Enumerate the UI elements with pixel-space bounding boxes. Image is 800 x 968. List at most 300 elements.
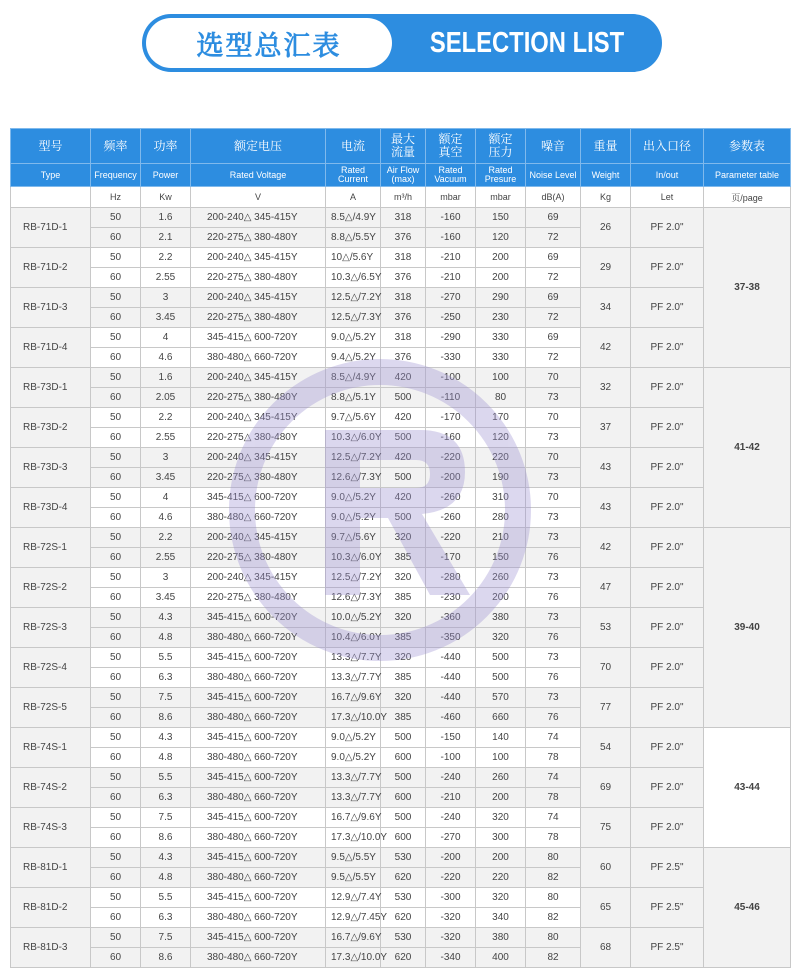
table-row — [11, 448, 791, 468]
current-cell: 9.0△/5.2Y — [326, 508, 381, 528]
header-noise-row2: Noise Level — [526, 164, 581, 187]
vacuum-cell: -270 — [426, 828, 476, 848]
title-banner — [142, 14, 662, 72]
inout-cell: PF 2.0" — [631, 368, 704, 408]
parameter-page-cell: 41-42 — [704, 368, 791, 528]
noise-cell: 76 — [526, 668, 581, 688]
table-row — [11, 248, 791, 268]
table-row — [11, 688, 791, 708]
header-type-row1: 型号 — [11, 129, 91, 164]
noise-cell: 80 — [526, 928, 581, 948]
table-row — [11, 488, 791, 508]
pressure-cell: 500 — [476, 668, 526, 688]
rated-voltage-cell: 220-275△ 380-480Y — [191, 428, 326, 448]
header-power-row1: 功率 — [141, 129, 191, 164]
vacuum-cell: -440 — [426, 648, 476, 668]
frequency-cell: 60 — [91, 668, 141, 688]
power-cell: 3 — [141, 448, 191, 468]
frequency-cell: 50 — [91, 488, 141, 508]
rated-voltage-cell: 380-480△ 660-720Y — [191, 908, 326, 928]
noise-cell: 72 — [526, 228, 581, 248]
rated-voltage-cell: 380-480△ 660-720Y — [191, 828, 326, 848]
pressure-cell: 340 — [476, 908, 526, 928]
current-cell: 9.7△/5.6Y — [326, 408, 381, 428]
current-cell: 8.5△/4.9Y — [326, 208, 381, 228]
air-flow-cell: 500 — [381, 808, 426, 828]
current-cell: 17.3△/10.0Y — [326, 708, 381, 728]
current-cell: 10.3△/6.5Y — [326, 268, 381, 288]
rated-voltage-cell: 220-275△ 380-480Y — [191, 588, 326, 608]
frequency-cell: 60 — [91, 348, 141, 368]
pressure-cell: 320 — [476, 888, 526, 908]
inout-cell: PF 2.0" — [631, 248, 704, 288]
pressure-cell: 220 — [476, 448, 526, 468]
current-cell: 9.4△/5.2Y — [326, 348, 381, 368]
frequency-cell: 60 — [91, 908, 141, 928]
current-cell: 9.0△/5.2Y — [326, 748, 381, 768]
header-pressure-row2: Rated Presure — [476, 164, 526, 187]
model-type-cell: RB-73D-2 — [11, 408, 91, 448]
model-type-cell: RB-71D-4 — [11, 328, 91, 368]
air-flow-cell: 500 — [381, 768, 426, 788]
power-cell: 4.8 — [141, 628, 191, 648]
weight-cell: 32 — [581, 368, 631, 408]
frequency-cell: 60 — [91, 948, 141, 968]
header-frequency-row3: Hz — [91, 187, 141, 208]
table-row — [11, 728, 791, 748]
header-weight-row2: Weight — [581, 164, 631, 187]
weight-cell: 68 — [581, 928, 631, 968]
header-air-flow-row3: m³/h — [381, 187, 426, 208]
current-cell: 10.3△/6.0Y — [326, 548, 381, 568]
inout-cell: PF 2.0" — [631, 288, 704, 328]
air-flow-cell: 318 — [381, 288, 426, 308]
vacuum-cell: -350 — [426, 628, 476, 648]
model-type-cell: RB-72S-4 — [11, 648, 91, 688]
pressure-cell: 280 — [476, 508, 526, 528]
noise-cell: 73 — [526, 568, 581, 588]
frequency-cell: 50 — [91, 408, 141, 428]
vacuum-cell: -250 — [426, 308, 476, 328]
rated-voltage-cell: 345-415△ 600-720Y — [191, 488, 326, 508]
vacuum-cell: -240 — [426, 768, 476, 788]
noise-cell: 78 — [526, 828, 581, 848]
power-cell: 8.6 — [141, 948, 191, 968]
pressure-cell: 100 — [476, 748, 526, 768]
current-cell: 10△/5.6Y — [326, 248, 381, 268]
frequency-cell: 50 — [91, 648, 141, 668]
pressure-cell: 230 — [476, 308, 526, 328]
pressure-cell: 310 — [476, 488, 526, 508]
pressure-cell: 170 — [476, 408, 526, 428]
header-pressure-row1: 额定 压力 — [476, 129, 526, 164]
frequency-cell: 60 — [91, 388, 141, 408]
table-row — [11, 328, 791, 348]
air-flow-cell: 500 — [381, 468, 426, 488]
pressure-cell: 500 — [476, 648, 526, 668]
air-flow-cell: 500 — [381, 728, 426, 748]
weight-cell: 42 — [581, 528, 631, 568]
current-cell: 10.4△/6.0Y — [326, 628, 381, 648]
pressure-cell: 320 — [476, 808, 526, 828]
model-type-cell: RB-81D-3 — [11, 928, 91, 968]
air-flow-cell: 376 — [381, 308, 426, 328]
noise-cell: 70 — [526, 488, 581, 508]
vacuum-cell: -300 — [426, 888, 476, 908]
frequency-cell: 60 — [91, 268, 141, 288]
table-row — [11, 408, 791, 428]
current-cell: 16.7△/9.6Y — [326, 808, 381, 828]
power-cell: 4.6 — [141, 508, 191, 528]
power-cell: 7.5 — [141, 688, 191, 708]
frequency-cell: 60 — [91, 228, 141, 248]
noise-cell: 69 — [526, 288, 581, 308]
title-english: SELECTION LIST — [429, 26, 625, 59]
pressure-cell: 140 — [476, 728, 526, 748]
current-cell: 9.0△/5.2Y — [326, 328, 381, 348]
frequency-cell: 50 — [91, 768, 141, 788]
header-type-row3 — [11, 187, 91, 208]
noise-cell: 70 — [526, 448, 581, 468]
inout-cell: PF 2.0" — [631, 408, 704, 448]
frequency-cell: 60 — [91, 628, 141, 648]
weight-cell: 69 — [581, 768, 631, 808]
air-flow-cell: 320 — [381, 568, 426, 588]
noise-cell: 76 — [526, 588, 581, 608]
frequency-cell: 50 — [91, 528, 141, 548]
header-vacuum-row2: Rated Vacuum — [426, 164, 476, 187]
vacuum-cell: -440 — [426, 688, 476, 708]
header-frequency-row2: Frequency — [91, 164, 141, 187]
air-flow-cell: 500 — [381, 428, 426, 448]
vacuum-cell: -460 — [426, 708, 476, 728]
rated-voltage-cell: 200-240△ 345-415Y — [191, 208, 326, 228]
frequency-cell: 50 — [91, 448, 141, 468]
air-flow-cell: 420 — [381, 408, 426, 428]
current-cell: 13.3△/7.7Y — [326, 768, 381, 788]
weight-cell: 43 — [581, 488, 631, 528]
power-cell: 6.3 — [141, 668, 191, 688]
air-flow-cell: 620 — [381, 948, 426, 968]
table-row — [11, 888, 791, 908]
current-cell: 8.5△/4.9Y — [326, 368, 381, 388]
air-flow-cell: 530 — [381, 848, 426, 868]
air-flow-cell: 376 — [381, 228, 426, 248]
header-power-row2: Power — [141, 164, 191, 187]
weight-cell: 43 — [581, 448, 631, 488]
air-flow-cell: 620 — [381, 868, 426, 888]
noise-cell: 70 — [526, 368, 581, 388]
noise-cell: 74 — [526, 768, 581, 788]
model-type-cell: RB-81D-1 — [11, 848, 91, 888]
inout-cell: PF 2.0" — [631, 768, 704, 808]
vacuum-cell: -170 — [426, 408, 476, 428]
rated-voltage-cell: 380-480△ 660-720Y — [191, 508, 326, 528]
noise-cell: 76 — [526, 708, 581, 728]
frequency-cell: 60 — [91, 428, 141, 448]
weight-cell: 54 — [581, 728, 631, 768]
air-flow-cell: 500 — [381, 388, 426, 408]
current-cell: 12.9△/7.45Y — [326, 908, 381, 928]
vacuum-cell: -320 — [426, 908, 476, 928]
power-cell: 8.6 — [141, 828, 191, 848]
air-flow-cell: 385 — [381, 588, 426, 608]
current-cell: 9.0△/5.2Y — [326, 728, 381, 748]
vacuum-cell: -260 — [426, 488, 476, 508]
header-noise-row1: 噪音 — [526, 129, 581, 164]
header-current-row1: 电流 — [326, 129, 381, 164]
pressure-cell: 150 — [476, 548, 526, 568]
rated-voltage-cell: 220-275△ 380-480Y — [191, 468, 326, 488]
vacuum-cell: -210 — [426, 268, 476, 288]
pressure-cell: 200 — [476, 588, 526, 608]
air-flow-cell: 320 — [381, 648, 426, 668]
air-flow-cell: 320 — [381, 528, 426, 548]
vacuum-cell: -220 — [426, 528, 476, 548]
power-cell: 5.5 — [141, 768, 191, 788]
vacuum-cell: -200 — [426, 848, 476, 868]
rated-voltage-cell: 345-415△ 600-720Y — [191, 648, 326, 668]
noise-cell: 76 — [526, 628, 581, 648]
air-flow-cell: 530 — [381, 888, 426, 908]
air-flow-cell: 385 — [381, 628, 426, 648]
header-inout-row2: In/out — [631, 164, 704, 187]
noise-cell: 76 — [526, 548, 581, 568]
inout-cell: PF 2.0" — [631, 808, 704, 848]
frequency-cell: 60 — [91, 508, 141, 528]
current-cell: 12.5△/7.2Y — [326, 568, 381, 588]
vacuum-cell: -290 — [426, 328, 476, 348]
power-cell: 2.55 — [141, 548, 191, 568]
rated-voltage-cell: 220-275△ 380-480Y — [191, 308, 326, 328]
noise-cell: 73 — [526, 508, 581, 528]
pressure-cell: 570 — [476, 688, 526, 708]
rated-voltage-cell: 380-480△ 660-720Y — [191, 788, 326, 808]
noise-cell: 78 — [526, 748, 581, 768]
current-cell: 13.3△/7.7Y — [326, 648, 381, 668]
header-parameter-page-row3: 页/page — [704, 187, 791, 208]
model-type-cell: RB-73D-1 — [11, 368, 91, 408]
frequency-cell: 50 — [91, 928, 141, 948]
current-cell: 12.5△/7.3Y — [326, 308, 381, 328]
header-row2 — [11, 164, 791, 187]
current-cell: 12.9△/7.4Y — [326, 888, 381, 908]
vacuum-cell: -160 — [426, 428, 476, 448]
header-power-row3: Kw — [141, 187, 191, 208]
model-type-cell: RB-73D-3 — [11, 448, 91, 488]
power-cell: 5.5 — [141, 888, 191, 908]
inout-cell: PF 2.0" — [631, 328, 704, 368]
weight-cell: 75 — [581, 808, 631, 848]
table-row — [11, 528, 791, 548]
pressure-cell: 380 — [476, 928, 526, 948]
frequency-cell: 60 — [91, 748, 141, 768]
inout-cell: PF 2.0" — [631, 448, 704, 488]
header-row1 — [11, 129, 791, 164]
model-type-cell: RB-74S-1 — [11, 728, 91, 768]
air-flow-cell: 420 — [381, 368, 426, 388]
rated-voltage-cell: 200-240△ 345-415Y — [191, 288, 326, 308]
vacuum-cell: -170 — [426, 548, 476, 568]
noise-cell: 74 — [526, 808, 581, 828]
rated-voltage-cell: 380-480△ 660-720Y — [191, 628, 326, 648]
vacuum-cell: -110 — [426, 388, 476, 408]
inout-cell: PF 2.5" — [631, 928, 704, 968]
frequency-cell: 60 — [91, 788, 141, 808]
table-row — [11, 768, 791, 788]
vacuum-cell: -160 — [426, 228, 476, 248]
inout-cell: PF 2.0" — [631, 688, 704, 728]
current-cell: 9.0△/5.2Y — [326, 488, 381, 508]
air-flow-cell: 530 — [381, 928, 426, 948]
rated-voltage-cell: 345-415△ 600-720Y — [191, 688, 326, 708]
current-cell: 17.3△/10.0Y — [326, 948, 381, 968]
noise-cell: 69 — [526, 208, 581, 228]
vacuum-cell: -210 — [426, 248, 476, 268]
power-cell: 2.55 — [141, 268, 191, 288]
table-row — [11, 288, 791, 308]
header-noise-row3: dB(A) — [526, 187, 581, 208]
current-cell: 12.5△/7.2Y — [326, 448, 381, 468]
current-cell: 16.7△/9.6Y — [326, 688, 381, 708]
model-type-cell: RB-72S-1 — [11, 528, 91, 568]
pressure-cell: 260 — [476, 768, 526, 788]
pressure-cell: 290 — [476, 288, 526, 308]
power-cell: 4.3 — [141, 728, 191, 748]
rated-voltage-cell: 200-240△ 345-415Y — [191, 248, 326, 268]
parameter-page-cell: 43-44 — [704, 728, 791, 848]
rated-voltage-cell: 380-480△ 660-720Y — [191, 868, 326, 888]
vacuum-cell: -100 — [426, 368, 476, 388]
vacuum-cell: -340 — [426, 948, 476, 968]
header-vacuum-row1: 额定 真空 — [426, 129, 476, 164]
vacuum-cell: -260 — [426, 508, 476, 528]
current-cell: 17.3△/10.0Y — [326, 828, 381, 848]
header-rated-voltage-row3: V — [191, 187, 326, 208]
pressure-cell: 200 — [476, 848, 526, 868]
air-flow-cell: 320 — [381, 688, 426, 708]
vacuum-cell: -280 — [426, 568, 476, 588]
rated-voltage-cell: 200-240△ 345-415Y — [191, 568, 326, 588]
pressure-cell: 320 — [476, 628, 526, 648]
pressure-cell: 200 — [476, 268, 526, 288]
frequency-cell: 60 — [91, 548, 141, 568]
power-cell: 5.5 — [141, 648, 191, 668]
frequency-cell: 50 — [91, 808, 141, 828]
noise-cell: 73 — [526, 468, 581, 488]
parameter-page-cell: 37-38 — [704, 208, 791, 368]
header-rated-voltage-row1: 额定电压 — [191, 129, 326, 164]
weight-cell: 60 — [581, 848, 631, 888]
rated-voltage-cell: 200-240△ 345-415Y — [191, 368, 326, 388]
power-cell: 4.3 — [141, 608, 191, 628]
model-type-cell: RB-74S-2 — [11, 768, 91, 808]
noise-cell: 73 — [526, 688, 581, 708]
header-type-row2: Type — [11, 164, 91, 187]
pressure-cell: 120 — [476, 428, 526, 448]
air-flow-cell: 385 — [381, 708, 426, 728]
parameter-page-cell: 39-40 — [704, 528, 791, 728]
rated-voltage-cell: 380-480△ 660-720Y — [191, 948, 326, 968]
frequency-cell: 50 — [91, 208, 141, 228]
header-weight-row3: Kg — [581, 187, 631, 208]
pressure-cell: 120 — [476, 228, 526, 248]
current-cell: 12.6△/7.3Y — [326, 468, 381, 488]
vacuum-cell: -240 — [426, 808, 476, 828]
model-type-cell: RB-74S-3 — [11, 808, 91, 848]
rated-voltage-cell: 345-415△ 600-720Y — [191, 848, 326, 868]
noise-cell: 82 — [526, 868, 581, 888]
weight-cell: 37 — [581, 408, 631, 448]
frequency-cell: 50 — [91, 728, 141, 748]
header-parameter-page-row2: Parameter table — [704, 164, 791, 187]
current-cell: 8.8△/5.1Y — [326, 388, 381, 408]
vacuum-cell: -330 — [426, 348, 476, 368]
noise-cell: 70 — [526, 408, 581, 428]
vacuum-cell: -150 — [426, 728, 476, 748]
air-flow-cell: 420 — [381, 488, 426, 508]
power-cell: 8.6 — [141, 708, 191, 728]
power-cell: 3.45 — [141, 468, 191, 488]
header-current-row3: A — [326, 187, 381, 208]
noise-cell: 78 — [526, 788, 581, 808]
rated-voltage-cell: 380-480△ 660-720Y — [191, 348, 326, 368]
air-flow-cell: 320 — [381, 608, 426, 628]
pressure-cell: 260 — [476, 568, 526, 588]
rated-voltage-cell: 200-240△ 345-415Y — [191, 408, 326, 428]
header-parameter-page-row1: 参数表 — [704, 129, 791, 164]
frequency-cell: 50 — [91, 848, 141, 868]
power-cell: 4 — [141, 328, 191, 348]
power-cell: 7.5 — [141, 928, 191, 948]
header-pressure-row3: mbar — [476, 187, 526, 208]
current-cell: 12.6△/7.3Y — [326, 588, 381, 608]
inout-cell: PF 2.5" — [631, 848, 704, 888]
vacuum-cell: -100 — [426, 748, 476, 768]
frequency-cell: 60 — [91, 708, 141, 728]
inout-cell: PF 2.0" — [631, 608, 704, 648]
rated-voltage-cell: 345-415△ 600-720Y — [191, 888, 326, 908]
rated-voltage-cell: 380-480△ 660-720Y — [191, 708, 326, 728]
model-type-cell: RB-72S-5 — [11, 688, 91, 728]
power-cell: 2.2 — [141, 248, 191, 268]
power-cell: 1.6 — [141, 208, 191, 228]
power-cell: 7.5 — [141, 808, 191, 828]
frequency-cell: 60 — [91, 588, 141, 608]
rated-voltage-cell: 220-275△ 380-480Y — [191, 388, 326, 408]
inout-cell: PF 2.0" — [631, 648, 704, 688]
model-type-cell: RB-71D-2 — [11, 248, 91, 288]
frequency-cell: 60 — [91, 308, 141, 328]
air-flow-cell: 600 — [381, 788, 426, 808]
weight-cell: 34 — [581, 288, 631, 328]
header-rated-voltage-row2: Rated Voltage — [191, 164, 326, 187]
pressure-cell: 660 — [476, 708, 526, 728]
weight-cell: 53 — [581, 608, 631, 648]
air-flow-cell: 376 — [381, 348, 426, 368]
power-cell: 2.05 — [141, 388, 191, 408]
power-cell: 4.6 — [141, 348, 191, 368]
inout-cell: PF 2.5" — [631, 888, 704, 928]
model-type-cell: RB-71D-3 — [11, 288, 91, 328]
rated-voltage-cell: 220-275△ 380-480Y — [191, 268, 326, 288]
current-cell: 10.0△/5.2Y — [326, 608, 381, 628]
power-cell: 6.3 — [141, 908, 191, 928]
selection-table — [10, 128, 791, 968]
rated-voltage-cell: 220-275△ 380-480Y — [191, 228, 326, 248]
noise-cell: 82 — [526, 908, 581, 928]
power-cell: 2.1 — [141, 228, 191, 248]
